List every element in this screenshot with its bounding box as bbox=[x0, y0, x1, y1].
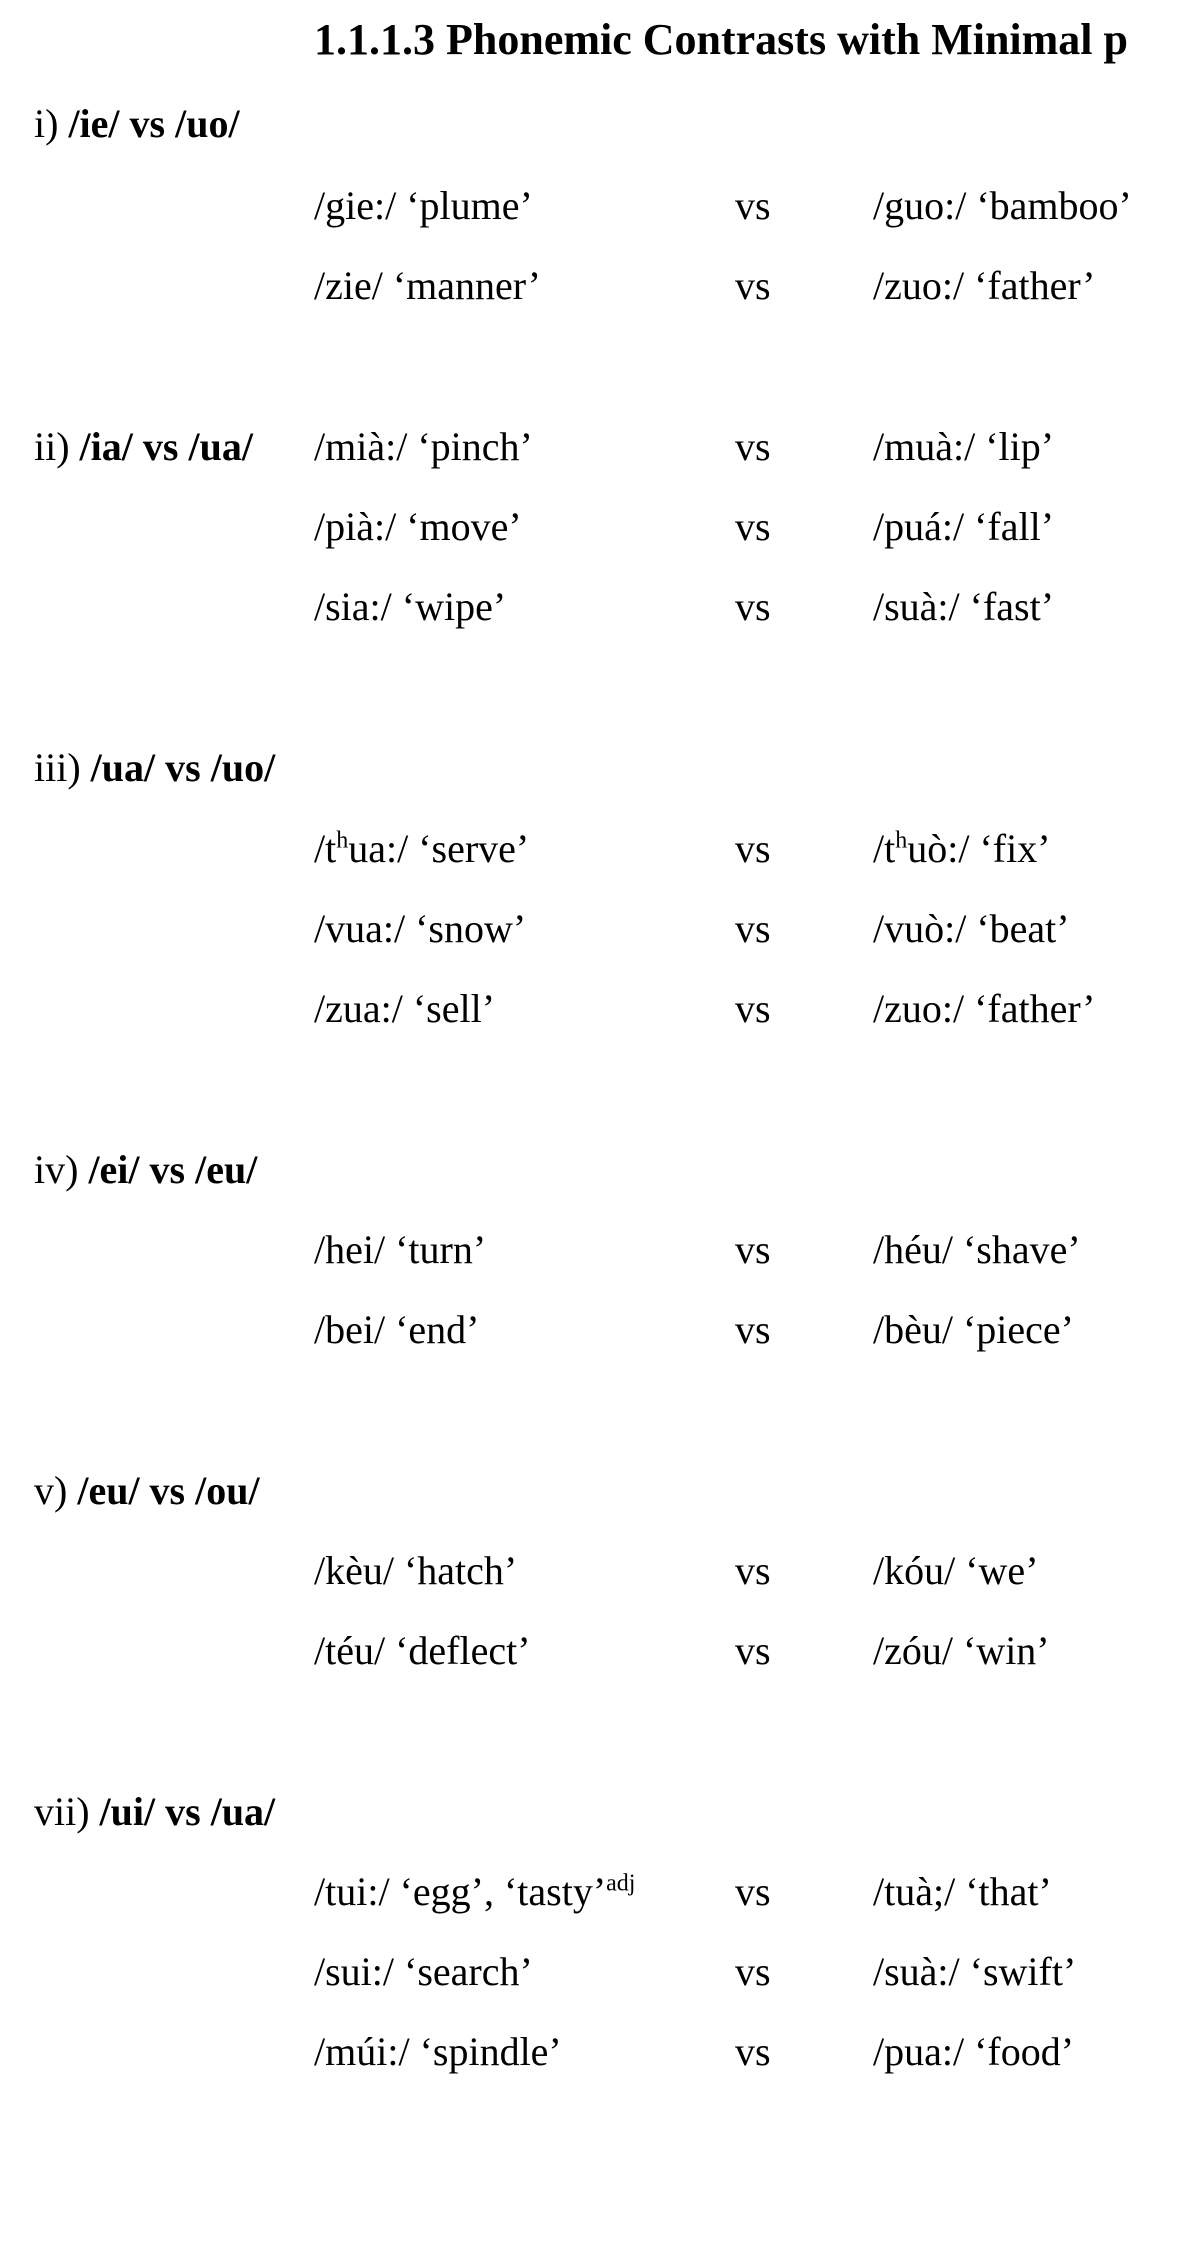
word-b: /guo:/ ‘bamboo’ bbox=[873, 183, 1132, 228]
minimal-pair-row bbox=[0, 423, 1186, 483]
section-heading bbox=[34, 100, 240, 147]
section-heading bbox=[34, 1467, 260, 1514]
minimal-pair-row bbox=[0, 985, 1186, 1045]
minimal-pair-row bbox=[0, 1868, 1186, 1928]
minimal-pair-row bbox=[0, 1226, 1186, 1286]
word-a: /kèu/ ‘hatch’ bbox=[314, 1548, 518, 1593]
word-a: /sia:/ ‘wipe’ bbox=[314, 584, 507, 629]
page-title: 1.1.1.3 Phonemic Contrasts with Minimal p bbox=[314, 15, 1128, 64]
word-b: $/t^huò:/$ ‘fix’ bbox=[873, 826, 1051, 871]
word-a: /bei/ ‘end’ bbox=[314, 1307, 480, 1352]
section-number: iv) bbox=[34, 1147, 79, 1192]
minimal-pair-row bbox=[0, 1306, 1186, 1366]
minimal-pair-row bbox=[0, 1547, 1186, 1607]
section-number: i) bbox=[34, 101, 59, 146]
word-a: /zie/ ‘manner’ bbox=[314, 263, 541, 308]
vs-label: vs bbox=[735, 1949, 771, 1994]
vs-label: vs bbox=[735, 1307, 771, 1352]
vs-label: vs bbox=[735, 584, 771, 629]
minimal-pair-row bbox=[0, 1948, 1186, 2008]
word-b: /pua:/ ‘food’ bbox=[873, 2029, 1075, 2074]
word-b: /tuà;/ ‘that’ bbox=[873, 1869, 1052, 1914]
minimal-pair-row bbox=[0, 825, 1186, 885]
vs-label: vs bbox=[735, 906, 771, 951]
vs-label: vs bbox=[735, 1869, 771, 1914]
word-b: /bèu/ ‘piece’ bbox=[873, 1307, 1074, 1352]
vs-label: vs bbox=[735, 504, 771, 549]
word-b: /héu/ ‘shave’ bbox=[873, 1227, 1081, 1272]
section-contrast: /ui/ vs /ua/ bbox=[99, 1789, 276, 1834]
minimal-pair-row bbox=[0, 503, 1186, 563]
word-b: /puá:/ ‘fall’ bbox=[873, 504, 1055, 549]
word-a: /téu/ ‘deflect’ bbox=[314, 1628, 531, 1673]
section-number: vii) bbox=[34, 1789, 90, 1834]
word-a: $/t^hua:/$ ‘serve’ bbox=[314, 826, 530, 871]
word-b: /vuò:/ ‘beat’ bbox=[873, 906, 1070, 951]
section-number: iii) bbox=[34, 745, 81, 790]
section-number: v) bbox=[34, 1468, 68, 1513]
word-b: /zóu/ ‘win’ bbox=[873, 1628, 1050, 1673]
word-b: /kóu/ ‘we’ bbox=[873, 1548, 1039, 1593]
vs-label: vs bbox=[735, 1628, 771, 1673]
word-a: /zua:/ ‘sell’ bbox=[314, 986, 496, 1031]
word-a: /sui:/ ‘search’ bbox=[314, 1949, 533, 1994]
minimal-pair-row bbox=[0, 1627, 1186, 1687]
word-a: /mià:/ ‘pinch’ bbox=[314, 424, 533, 469]
word-a: /tui:/ ‘egg’, ‘tasty’$^{adj}$ bbox=[314, 1869, 636, 1914]
vs-label: vs bbox=[735, 826, 771, 871]
section-contrast: /ua/ vs /uo/ bbox=[90, 745, 276, 790]
vs-label: vs bbox=[735, 183, 771, 228]
section-heading bbox=[34, 1788, 275, 1835]
section-number: ii) bbox=[34, 424, 70, 469]
minimal-pair-row bbox=[0, 583, 1186, 643]
vs-label: vs bbox=[735, 263, 771, 308]
minimal-pair-row bbox=[0, 182, 1186, 242]
vs-label: vs bbox=[735, 1227, 771, 1272]
section-heading bbox=[34, 744, 275, 791]
minimal-pair-row bbox=[0, 905, 1186, 965]
minimal-pair-row bbox=[0, 262, 1186, 322]
word-a: /vua:/ ‘snow’ bbox=[314, 906, 527, 951]
section-contrast: /ei/ vs /eu/ bbox=[88, 1147, 258, 1192]
vs-label: vs bbox=[735, 2029, 771, 2074]
word-b: /suà:/ ‘fast’ bbox=[873, 584, 1055, 629]
word-b: /muà:/ ‘lip’ bbox=[873, 424, 1055, 469]
section-heading bbox=[34, 1146, 257, 1193]
word-a: /pià:/ ‘move’ bbox=[314, 504, 522, 549]
minimal-pair-row bbox=[0, 2028, 1186, 2088]
vs-label: vs bbox=[735, 424, 771, 469]
section-contrast: /eu/ vs /ou/ bbox=[77, 1468, 260, 1513]
word-a: /gie:/ ‘plume’ bbox=[314, 183, 533, 228]
section-contrast: /ie/ vs /uo/ bbox=[68, 101, 240, 146]
vs-label: vs bbox=[735, 1548, 771, 1593]
word-b: /zuo:/ ‘father’ bbox=[873, 986, 1096, 1031]
section-contrast: /ia/ vs /ua/ bbox=[79, 424, 253, 469]
word-b: /zuo:/ ‘father’ bbox=[873, 263, 1096, 308]
word-a: /múi:/ ‘spindle’ bbox=[314, 2029, 562, 2074]
word-a: /hei/ ‘turn’ bbox=[314, 1227, 487, 1272]
vs-label: vs bbox=[735, 986, 771, 1031]
word-b: /suà:/ ‘swift’ bbox=[873, 1949, 1077, 1994]
